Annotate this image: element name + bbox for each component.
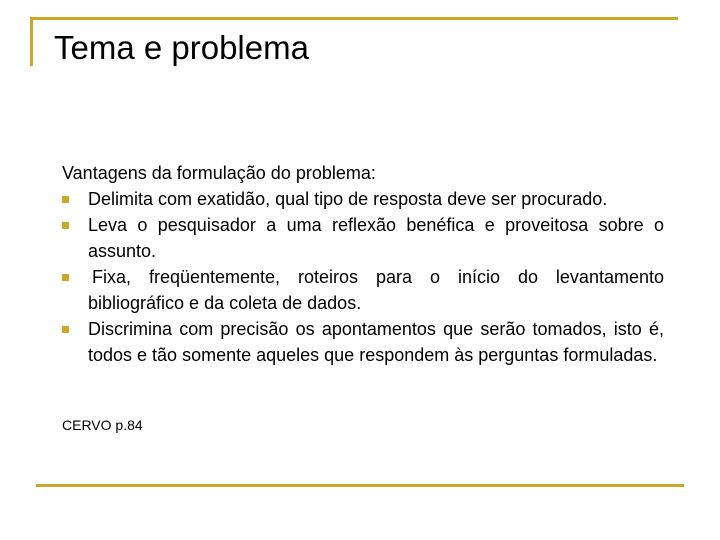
list-item-text: Delimita com exatidão, qual tipo de resposta deve ser procurado. [88, 189, 608, 209]
square-bullet-icon [62, 222, 69, 229]
slide-title: Tema e problema [54, 29, 309, 66]
list-item-text: Discrimina com precisão os apontamentos que serão tomados, isto é, todos e tão somente aqueles que respondem às perguntas formuladas. [88, 319, 664, 365]
title-frame-left-line [30, 17, 33, 66]
list-item-text: Fixa, freqüentemente, roteiros para o início do levantamento bibliográfico e da coleta de dados. [88, 267, 664, 313]
citation: CERVO p.84 [62, 417, 143, 433]
square-bullet-icon [62, 274, 69, 281]
title-frame-top-line [30, 17, 678, 20]
list-item [62, 264, 664, 316]
square-bullet-icon [62, 326, 69, 333]
content-heading: Vantagens da formulação do problema: [62, 163, 376, 183]
list-item [62, 316, 664, 368]
square-bullet-icon [62, 196, 69, 203]
slide-content [62, 160, 664, 368]
list-item [62, 212, 664, 264]
list-item-text: Leva o pesquisador a uma reflexão benéfica e proveitosa sobre o assunto. [88, 215, 664, 261]
advantages-list [62, 186, 664, 368]
list-item [62, 186, 664, 212]
footer-divider-line [36, 484, 684, 487]
